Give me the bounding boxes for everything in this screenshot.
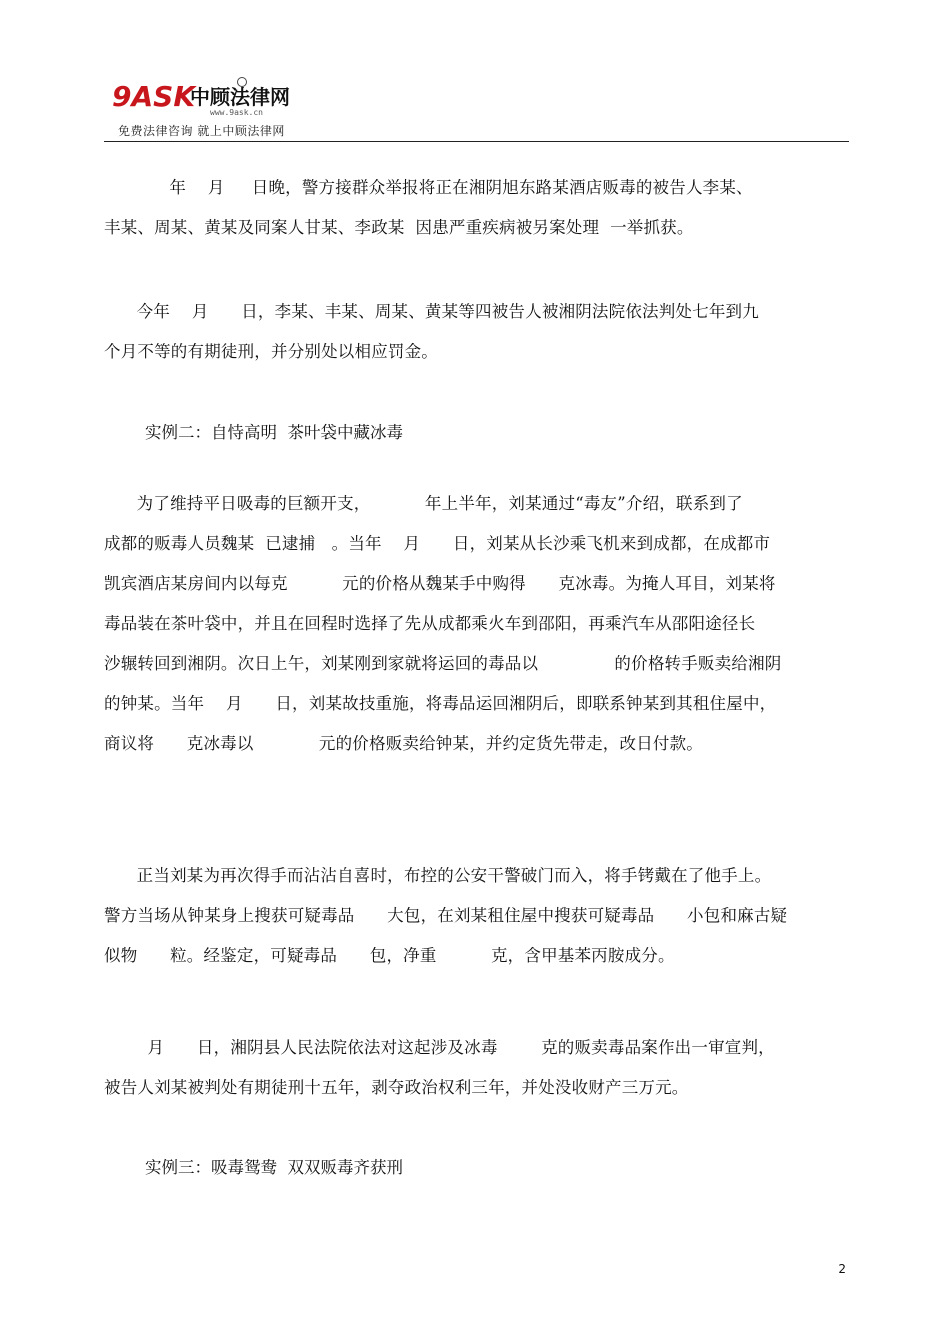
- paragraph-2: [104, 292, 849, 372]
- page-number: 2: [838, 1262, 846, 1276]
- text-line: 今年 月 日，李某、丰某、周某、黄某等四被告人被湘阴法院依法判处七年到九: [104, 302, 759, 321]
- header-tagline: 免费法律咨询 就上中顾法律网: [118, 124, 285, 138]
- text-line: 被告人刘某被判处有期徒刑十五年，剥夺政治权利三年，并处没收财产三万元。: [104, 1078, 689, 1097]
- text-line: 成都的贩毒人员魏某 已逮捕 。当年 月 日，刘某从长沙乘飞机来到成都，在成都市: [104, 534, 771, 553]
- svg-text:中顾法律网: 中顾法律网: [190, 85, 290, 109]
- text-line: 似物 粒。经鉴定，可疑毒品 包，净重 克，含甲基苯丙胺成分。: [104, 946, 675, 965]
- svg-text:www.9ask.cn: www.9ask.cn: [210, 108, 263, 116]
- text-line: 沙辗转回到湘阴。次日上午，刘某刚到家就将运回的毒品以 的价格转手贩卖给湘阴: [104, 654, 782, 673]
- case-3-heading: 实例三：吸毒鸳鸯 双双贩毒齐获刑: [145, 1158, 403, 1177]
- text-line: 个月不等的有期徒刑，并分别处以相应罚金。: [104, 342, 438, 361]
- paragraph-1: [104, 168, 849, 248]
- header-divider: [104, 141, 849, 142]
- text-line: 丰某、周某、黄某及同案人甘某、李政某 因患严重疾病被另案处理 一举抓获。: [104, 218, 694, 237]
- paragraph-3: [104, 484, 849, 764]
- 9ask-logo: [112, 76, 322, 116]
- text-line: 为了维持平日吸毒的巨额开支， 年上半年，刘某通过“毒友”介绍，联系到了: [104, 494, 743, 513]
- text-line: 毒品装在茶叶袋中，并且在回程时选择了先从成都乘火车到邵阳，再乘汽车从邵阳途径长: [104, 614, 756, 633]
- case-2-heading: 实例二：自恃高明 茶叶袋中藏冰毒: [145, 423, 403, 442]
- text-line: 的钟某。当年 月 日，刘某故技重施，将毒品运回湘阴后，即联系钟某到其租住屋中，: [104, 694, 777, 713]
- text-line: 警方当场从钟某身上搜获可疑毒品 大包，在刘某租住屋中搜获可疑毒品 小包和麻古疑: [104, 906, 788, 925]
- text-line: 商议将 克冰毒以 元的价格贩卖给钟某，并约定货先带走，改日付款。: [104, 734, 704, 753]
- svg-text:9ASK: 9ASK: [112, 80, 196, 113]
- text-line: 年 月 日晚，警方接群众举报将正在湘阴旭东路某酒店贩毒的被告人李某、: [104, 178, 753, 197]
- text-line: 正当刘某为再次得手而沾沾自喜时，布控的公安干警破门而入，将手铐戴在了他手上。: [104, 866, 772, 885]
- paragraph-5: [104, 1028, 849, 1108]
- document-header: [104, 76, 849, 140]
- text-line: 凯宾酒店某房间内以每克 元的价格从魏某手中购得 克冰毒。为掩人耳目，刘某将: [104, 574, 776, 593]
- text-line: 月 日，湘阴县人民法院依法对这起涉及冰毒 克的贩卖毒品案作出一审宣判，: [104, 1038, 775, 1057]
- paragraph-4: [104, 856, 849, 976]
